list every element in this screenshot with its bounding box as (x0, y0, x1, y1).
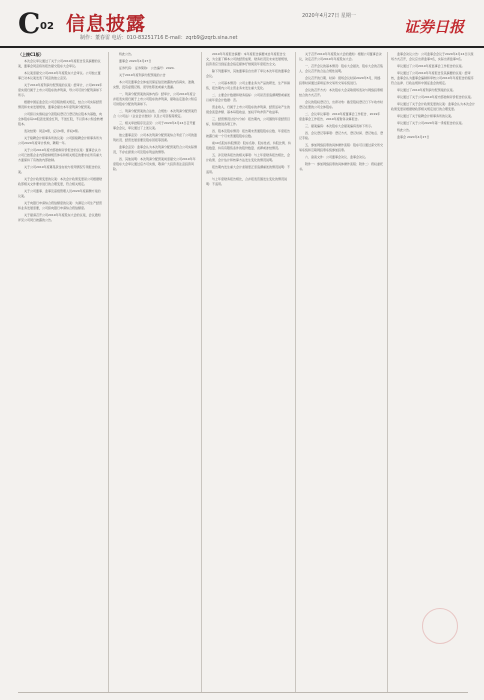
page-number: 02 (40, 21, 54, 32)
paragraph: 本次会议审议通过了关于公司2019年度报告及其摘要的议案，董事会同意将该报告提交股东大会审议。 (18, 59, 101, 68)
paragraph: 独立董事意见：公司本次利润分配预案综合考虑了公司的盈利状况、经营发展需要及股东回报等因素。 (113, 133, 197, 142)
paragraph: 审议通过了公司2019年度监事会工作报告的议案。 (397, 64, 465, 68)
paragraph: 监事会决议公告：公司监事会会议于2020年4月24日以现场方式召开，会议应出席监事3名，实际出席监事3名。 (391, 52, 474, 61)
paragraph: 本议案需提交公司2019年年度股东大会审议。公司独立董事已对本议案发表了同意的独立意见。 (18, 71, 101, 80)
column-1-title: （上接C1版） (18, 52, 44, 57)
paragraph: 三、相关审批程序及意见：公司于2020年4月24日召开董事会会议，审议通过了上述议案。 (113, 121, 196, 130)
paragraph: 附件一：参加网络投票的具体操作流程；附件二：授权委托书。 (299, 162, 383, 171)
paragraph: 四、其他说明：本次利润分配预案尚需提交公司2019年年度股东大会审议通过后方可实施，敬请广大投资者注意投资风险。 (113, 157, 196, 171)
column-divider (387, 52, 388, 692)
paragraph: 二、主要会计数据和财务指标：公司是否需追溯调整或重述以前年度会计数据：否。 (206, 93, 291, 102)
footer-rule (18, 692, 468, 693)
paragraph: 特此公告。 (397, 128, 413, 132)
paragraph: 五、涉及财务报告的相关事项：与上年度财务报告相比，会计政策、会计估计和核算方法发生变化的情况说明。 (206, 153, 291, 162)
editor-contact: 制作：董春雷 电话：010-83251716 E-mail：zqrb9@zqrb.sina.net (80, 35, 238, 41)
paragraph: 监事会意见：监事会认为本次利润分配预案符合公司实际情况，不存在损害公司及股东利益的情形。 (113, 145, 197, 154)
column-3-body (206, 52, 291, 187)
paragraph: 五、参加网络投票的具体操作流程：股东可以通过深交所交易系统和互联网投票系统参加投票。 (299, 143, 383, 152)
column-divider (295, 52, 296, 692)
paragraph: 关于公司董事、监事及高级管理人员2020年度薪酬方案的议案。 (18, 189, 101, 198)
section-letter: C (18, 7, 41, 40)
paragraph: 营业收入、归属于上市公司股东的净利润、经营活动产生的现金流量净额、基本每股收益、加权平均净资产收益率。 (206, 105, 291, 114)
paragraph: 与上年度财务报告相比，合并报表范围发生变化的情况说明：不适用。 (206, 177, 288, 186)
column-4 (299, 52, 383, 692)
column-3 (206, 52, 291, 692)
paragraph: 证券代码： 证券简称： 公告编号：2020- (119, 66, 175, 70)
paragraph: 会议的股权登记日，出席对象：截至股权登记日下午收市时登记在册的公司全体股东。 (299, 100, 383, 109)
paragraph: 一、召开会议的基本情况：股东大会届次、股东大会的召集人、会议召开的合法合规性说明。 (299, 64, 383, 73)
column-2 (113, 52, 197, 692)
paragraph: 六、备查文件：公司董事会决议、监事会决议。 (305, 155, 369, 159)
paragraph: 特此公告。 (119, 52, 135, 56)
header-rule (0, 46, 484, 48)
paragraph: 除下列董事外，其他董事亲自出席了审议本次年报的董事会会议。 (206, 69, 291, 78)
paragraph: 根据中国证监会及公司章程的相关规定，结合公司实际经营情况和未来发展规划，董事会提出本年度利润分配预案。 (18, 100, 103, 109)
paragraph: 一、利润分配预案的具体内容：经审计，公司2019年度合并报表实现归属于上市公司股东的净利润，提取法定盈余公积后可供股东分配的利润如下。 (113, 92, 197, 106)
paragraph: 会议召开的日期、时间：现场会议时间2020年5月，网络投票时间通过深圳证券交易所交易系统进行。 (299, 76, 381, 85)
paragraph: 审议通过了公司2019年年度报告及其摘要的议案：经审核，监事会认为董事会编制和审核公司2019年年度报告的程序符合法律、行政法规和中国证监会的规定。 (391, 71, 474, 85)
paragraph: 三、提案编码：本次股东大会提案编码表如下所示。 (305, 124, 375, 128)
column-1 (18, 52, 103, 692)
column-1-body (18, 59, 103, 223)
paragraph: 董事会 2020年4月27日 (119, 59, 152, 63)
column-5 (391, 52, 475, 692)
paragraph: 三、经营情况讨论与分析：报告期内，公司围绕年度经营目标，积极推进各项工作。 (206, 117, 291, 126)
paragraph: 会议的召开方式：本次股东大会采取现场表决与网络投票相结合的方式召开。 (299, 88, 383, 97)
paragraph: 关于公司2019年度内部控制评价报告的议案：董事会认为公司已按照企业内部控制规范体系和相关规定的要求在所有重大方面保持了有效的内部控制。 (18, 148, 103, 162)
paragraph: 审议通过了关于会计政策变更的议案：监事会认为本次会计政策变更是根据财政部相关规定进行的合理变更。 (391, 102, 475, 111)
paragraph: 四、会议登记等事项：登记方式、登记时间、登记地点、登记手续。 (299, 131, 383, 140)
paragraph: 关于公司2019年度募集资金存放与使用情况专项报告的议案。 (18, 165, 101, 174)
column-divider (108, 52, 109, 692)
paragraph: 四、股本及股东情况：报告期末普通股股东总数、年度报告披露日前一个月末普通股股东总数。 (206, 129, 291, 138)
section-title: 信息披露 (66, 13, 147, 35)
paragraph: 审议通过了关于续聘会计师事务所的议案。 (397, 114, 455, 118)
paragraph: 表决结果：同意9票，反对0票，弃权0票。 (24, 129, 81, 133)
seal-stamp (422, 608, 458, 644)
paragraph: 关于2019年度利润分配预案的公告 (119, 73, 166, 77)
paragraph: 二、利润分配预案的合法性、合规性：本次利润分配预案符合《公司法》《企业会计准则》以及公司章程等规定。 (113, 109, 197, 118)
paragraph: 审议通过了关于公司2020年第一季度报告的议案。 (397, 121, 465, 125)
paragraph: 报告期内发生重大会计差错更正需追溯重述的情况说明：不适用。 (206, 165, 291, 174)
paragraph: 本公司及董事会全体成员保证信息披露的内容真实、准确、完整，没有虚假记载、误导性陈述或重大遗漏。 (113, 80, 197, 89)
paragraph: 关于会计政策变更的议案：本次会计政策变更是公司根据财政部相关文件要求进行的合理变更，符合相关规定。 (18, 177, 103, 186)
issue-date: 2020年4月27日 星期一 (302, 13, 356, 19)
paragraph: 关于续聘会计师事务所的议案：公司拟续聘会计师事务所为公司2020年度审计机构，聘期一年。 (18, 136, 103, 145)
article-columns (18, 52, 475, 692)
paragraph: 公司拟以实施权益分派股权登记日登记的总股本为基数，向全体股东每10股派发现金红利，不送红股，不以资本公积金转增股本。 (18, 112, 103, 126)
paragraph: 审议通过了关于公司2019年度内部控制评价报告的议案。 (397, 95, 474, 99)
paragraph: 审议通过了2019年度利润分配预案的议案。 (397, 88, 456, 92)
paragraph: 关于召开2019年年度股东大会的通知：根据公司董事会决议，决定召开公司2019年年度股东大会。 (299, 52, 382, 61)
column-2-body (113, 52, 197, 172)
paragraph: 前10名股东持股情况：股东名称、股东性质、持股比例、持股数量、持有有限售条件的股份数量、质押或冻结情况。 (206, 141, 291, 150)
paragraph: 一、公司基本情况：公司主要业务为产品的研发、生产和销售，报告期内公司主营业务未发生重大变化。 (206, 81, 291, 90)
paragraph: 二、会议审议事项：2019年度董事会工作报告、2019年度监事会工作报告、2019年度财务决算报告。 (299, 112, 381, 121)
newspaper-logo (398, 4, 470, 44)
page-header (0, 0, 484, 48)
paragraph: 关于2019年度利润分配预案的议案：经审计，公司2019年度实现归属于上市公司股东的净利润，母公司可供分配利润如下所示。 (18, 83, 103, 97)
column-4-body (299, 52, 383, 172)
paragraph: 2019年年度报告摘要：本年度报告摘要来自年度报告全文，为全面了解本公司的经营成果、财务状况及未来发展规划，投资者应当到证监会指定媒体仔细阅读年度报告全文。 (206, 52, 291, 66)
paragraph: 关于向银行申请综合授信额度的议案：为满足公司生产经营和业务发展需要，公司拟向银行申请综合授信额度。 (18, 201, 103, 210)
brand-text: 证券日报 (403, 18, 465, 36)
paragraph: 关于提请召开公司2019年年度股东大会的议案，会议通知详见公司同日披露的公告。 (18, 213, 101, 222)
paragraph: 监事会 2020年4月27日 (397, 135, 430, 139)
column-divider (201, 52, 202, 692)
column-5-body (391, 52, 475, 140)
